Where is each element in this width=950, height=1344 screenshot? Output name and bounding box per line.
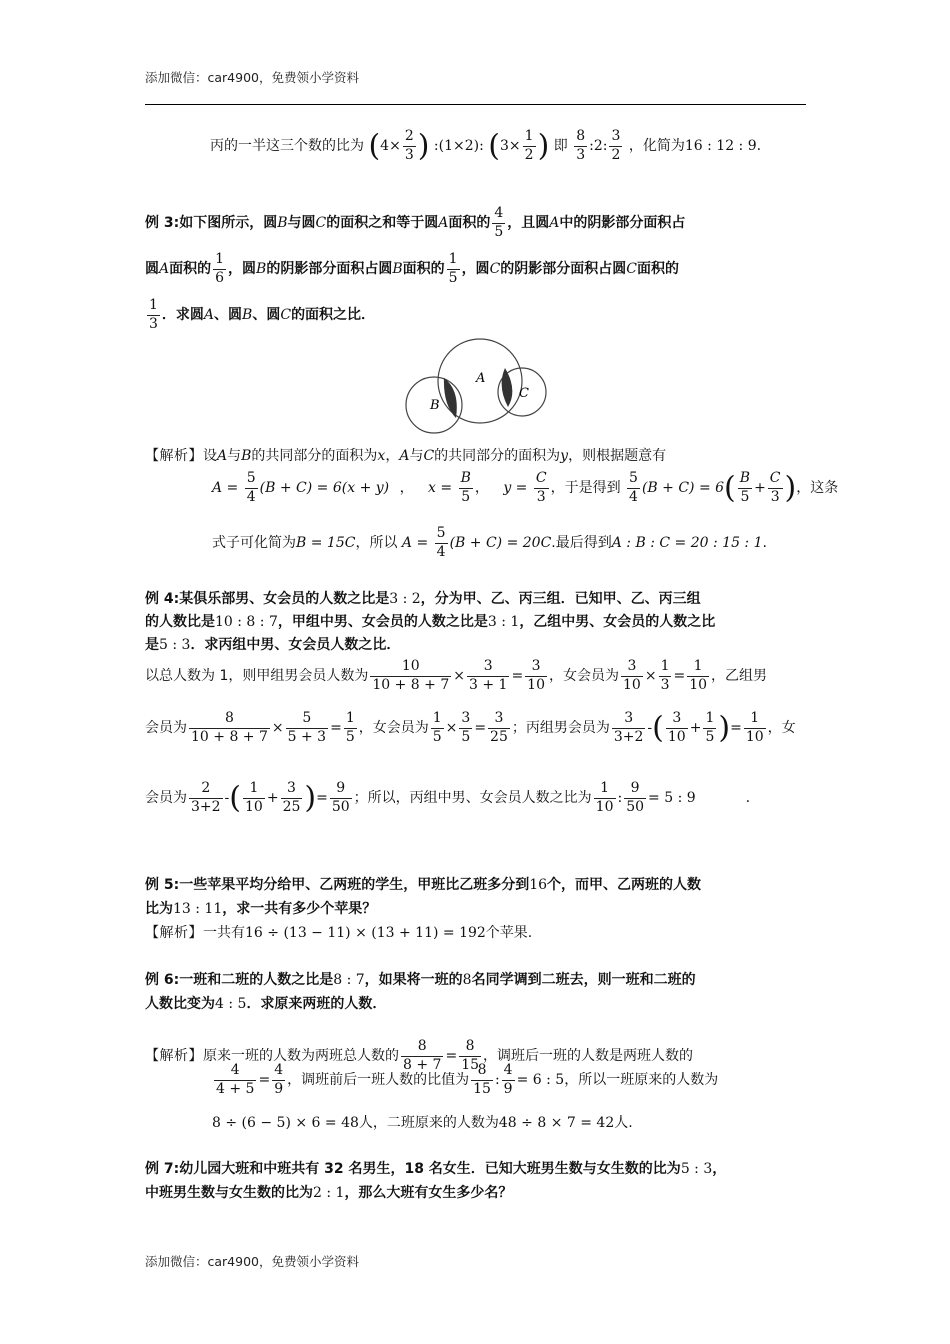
page-header: 添加微信：car4900，免费领小学资料 (145, 70, 359, 85)
label-c: C (519, 386, 529, 401)
intro-result: 16 : 12 : 9 (684, 138, 757, 154)
fraction: $\frac{1}{2}$ (524, 128, 534, 163)
example-label: 例 7: (145, 1161, 180, 1177)
solution-6-line-2: $\frac{4}{4 + 5}$ = $\frac{4}{9}$ ，调班前后一班人数的比值为 $\frac{8}{15}$ : $\frac{4}{9}$ = 6 : 5，所以一班原来的人数为 (216, 1062, 719, 1097)
label-b: B (430, 398, 440, 413)
example-label: 例 5: (145, 877, 180, 893)
example-7: 例 7:幼儿园大班和中班共有 32 名男生，18 名女生．已知大班男生数与女生数的比为5 : 3， 中班男生数与女生数的比为2 : 1，那么大班有女生多少名？ (145, 1161, 727, 1201)
example-4: 例 4:某俱乐部男、女会员的人数之比是3 : 2，分为甲、乙、丙三组．已知甲、乙、丙三组 的人数比是10 : 8 : 7，甲组中男、女会员的人数之比是3 : 1，乙组中男、女会员的人数之比 是5 : 3．求丙组中男、女会员人数之比． (145, 591, 716, 653)
intro-line: 丙的一半这三个数的比为 (4× $\frac{2}{3}$ ) :(1×2): (3× $\frac{1}{2}$ ) 即 $\frac{8}{3}$ :2: $\frac{3}{2}$ ，化简为16 : 12 : 9. (210, 128, 762, 164)
example-3: 例 3:如下图所示，圆B与圆C的面积之和等于圆A面积的 $\frac{4}{5}$ ，且圆A中的阴影部分面积占 圆A面积的 $\frac{1}{6}$ ，圆B的阴影部分面积占圆B面积的 $\frac{1}{5}$ ，圆C的阴影部分面积占圆C面积的 $\frac{1}{3}$ ．求圆A、圆B、圆C的面积之比． (145, 205, 686, 332)
example-label: 例 4: (145, 591, 180, 607)
solution-4-line-3: 会员为 $\frac{2}{3+2}$ -( $\frac{1}{10}$ + $\frac{3}{25}$ )= $\frac{9}{50}$ ；所以，丙组中男、女会员人数之比为 $\frac{1}{10}$ : $\frac{9}{50}$ = 5 : 9 . (145, 780, 751, 816)
solution-3-line-2: A = $\frac{5}{4}$ (B + C) = 6(x + y) ， x = $\frac{B}{5}$ ， y = $\frac{C}{3}$ ，于是得到 $\frac{5}{4}$ (B + C) = 6( $\frac{B}{5}$ + $\frac{C}{3}$ )，这条 (212, 470, 839, 506)
fraction: $\frac{8}{3}$ (576, 128, 586, 163)
example-label: 例 6: (145, 972, 180, 988)
solution-6-line-1: 【解析】原来一班的人数为两班总人数的 $\frac{8}{8 + 7}$ = $\frac{8}{15}$ ，调班后一班的人数是两班人数的 (145, 1038, 694, 1073)
fraction: $\frac{2}{3}$ (404, 128, 414, 163)
solution-6-line-3: 8 ÷ (6 − 5) × 6 = 48人，二班原来的人数为48 ÷ 8 × 7 = 42人. (212, 1115, 633, 1131)
circles-diagram (400, 335, 550, 435)
example-6: 例 6:一班和二班的人数之比是8 : 7，如果将一班的8名同学调到二班去，则一班和二班的 人数比变为4 : 5．求原来两班的人数． (145, 972, 696, 1012)
label-a: A (476, 371, 486, 386)
fraction: $\frac{3}{2}$ (611, 128, 621, 163)
example-5: 例 5:一些苹果平均分给甲、乙两班的学生，甲班比乙班多分到16个，而甲、乙两班的人数 比为13 : 11，求一共有多少个苹果？ (145, 877, 702, 917)
shaded-region-ac (502, 368, 513, 407)
solution-4-line-1: 以总人数为 1，则甲组男会员人数为 $\frac{10}{10 + 8 + 7}$ × $\frac{3}{3 + 1}$ = $\frac{3}{10}$ ，女会员为 $\frac{3}{10}$ × $\frac{1}{3}$ = $\frac{1}{10}$ ，乙组男 (145, 658, 768, 693)
header-divider (145, 104, 806, 105)
shaded-region-ab (444, 378, 457, 418)
solution-3-line-1: 【解析】设A与B的共同部分的面积为x，A与C的共同部分的面积为y，则根据题意有 (145, 448, 667, 464)
solution-5: 【解析】一共有16 ÷ (13 − 11) × (13 + 11) = 192个苹果. (145, 925, 533, 941)
solution-3-line-3: 式子可化简为B = 15C，所以 A = $\frac{5}{4}$ (B + C) = 20C.最后得到A : B : C = 20 : 15 : 1. (212, 525, 767, 560)
example-label: 例 3: (145, 215, 180, 231)
solution-4-line-2: 会员为 $\frac{8}{10 + 8 + 7}$ × $\frac{5}{5 + 3}$ = $\frac{1}{5}$ ，女会员为 $\frac{1}{5}$ × $\frac{3}{5}$ = $\frac{3}{25}$ ；丙组男会员为 $\frac{3}{3+2}$ -( $\frac{3}{10}$ + $\frac{1}{5}$ )= $\frac{1}{10}$ ，女 (145, 710, 796, 746)
page-footer: 添加微信：car4900，免费领小学资料 (145, 1254, 359, 1269)
